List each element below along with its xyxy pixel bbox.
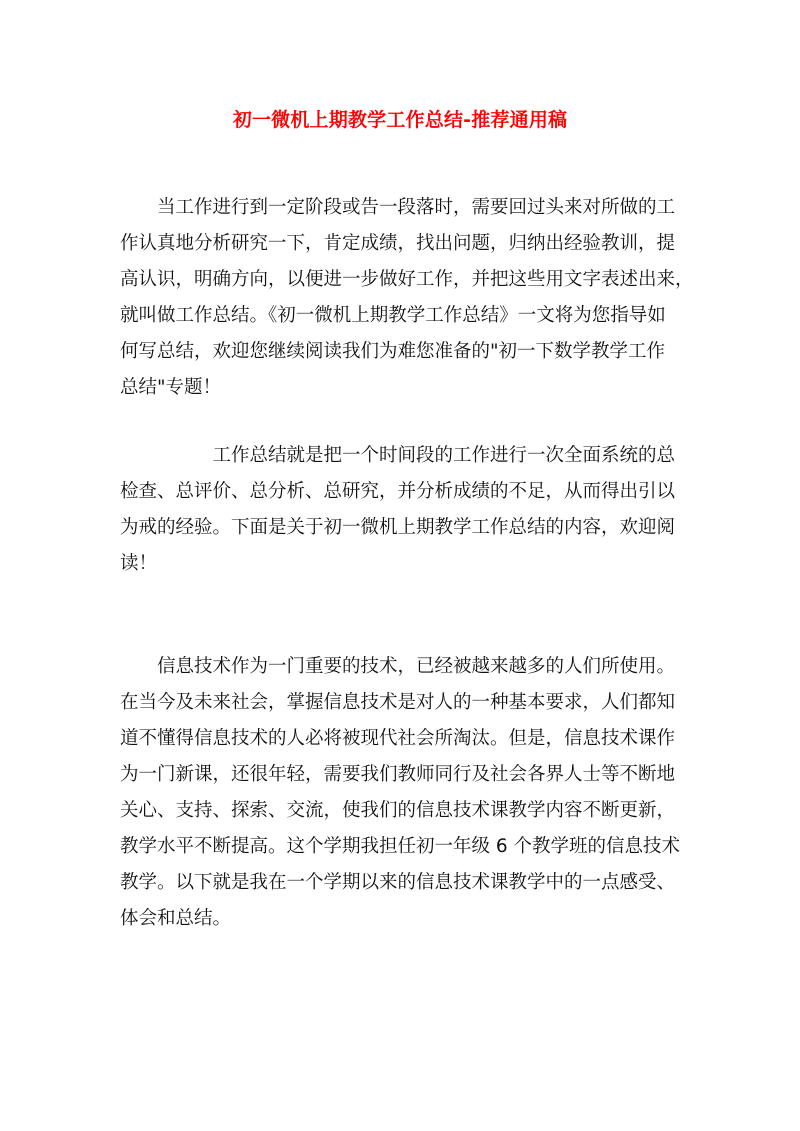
paragraph-line: 工作总结就是把一个时间段的工作进行一次全面系统的总: [120, 445, 676, 466]
paragraph-line: 在当今及未来社会，掌握信息技术是对人的一种基本要求，人们都知: [120, 692, 676, 713]
paragraph-intro: [120, 190, 694, 406]
paragraph-line: 关心、支持、探索、交流，使我们的信息技术课教学内容不断更新，: [120, 800, 676, 821]
paragraph-summary-definition: [120, 438, 685, 582]
paragraph-it-teaching: [120, 649, 685, 937]
paragraph-line: 体会和总结。: [120, 908, 232, 929]
paragraph-line: 教学。以下就是我在一个学期以来的信息技术课教学中的一点感受、: [120, 872, 676, 893]
paragraph-line: 读！: [120, 553, 158, 574]
paragraph-line: 就叫做工作总结。《初一微机上期教学工作总结》一文将为您指导如: [120, 305, 666, 326]
paragraph-line: 当工作进行到一定阶段或告一段落时，需要回过头来对所做的工: [120, 197, 676, 218]
paragraph-line: 教学水平不断提高。这个学期我担任初一年级 6 个教学班的信息技术: [120, 836, 681, 857]
paragraph-line: 为一门新课，还很年轻，需要我们教师同行及社会各界人士等不断地: [120, 764, 676, 785]
document-title: 初一微机上期教学工作总结-推荐通用稿: [232, 109, 568, 131]
paragraph-line: 高认识，明确方向，以便进一步做好工作，并把这些用文字表述出来，: [120, 269, 694, 290]
paragraph-line: 为戒的经验。下面是关于初一微机上期教学工作总结的内容，欢迎阅: [120, 517, 676, 538]
paragraph-line: 总结"专题！: [120, 377, 222, 398]
paragraph-line: 作认真地分析研究一下，肯定成绩，找出问题，归纳出经验教训，提: [120, 233, 676, 254]
paragraph-line: 检查、总评价、总分析、总研究，并分析成绩的不足，从而得出引以: [120, 481, 676, 502]
paragraph-line: 何写总结，欢迎您继续阅读我们为难您准备的"初一下数学教学工作: [120, 341, 666, 362]
paragraph-line: 信息技术作为一门重要的技术，已经被越来越多的人们所使用。: [120, 656, 676, 677]
paragraph-line: 道不懂得信息技术的人必将被现代社会所淘汰。但是，信息技术课作: [120, 728, 676, 749]
